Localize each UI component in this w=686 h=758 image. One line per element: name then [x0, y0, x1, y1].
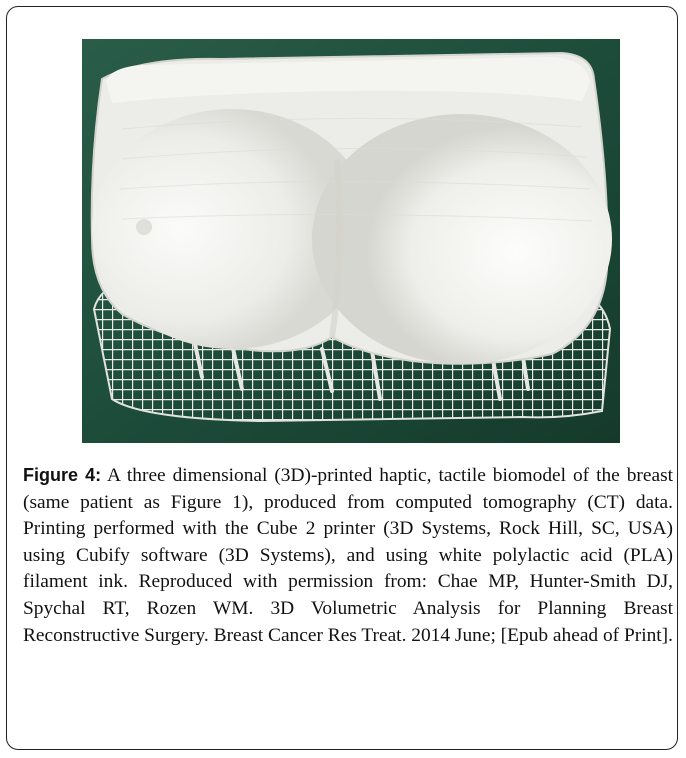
figure-caption [23, 462, 673, 649]
figure-caption-text: A three dimensional (3D)-printed haptic, tactile biomodel of the breast (same patient as Figure 1), produced from computed tomography (CT) data. Printing performed with the Cube 2 printer (3D Systems, Rock Hill, SC, USA) using Cubify software (3D Systems), and using white polylactic acid (PLA) filament ink. Reproduced with permission from: Chae MP, Hunter-Smith DJ, Spychal RT, Rozen WM. 3D Volumetric Analysis for Planning Breast Reconstructive Surgery. Breast Cancer Res Treat. 2014 June; [Epub ahead of Print]. [23, 465, 674, 646]
figure-photo [82, 39, 620, 443]
breast-biomodel-image [82, 39, 620, 443]
figure-label: Figure 4: [23, 465, 102, 485]
figure-frame [6, 6, 678, 750]
